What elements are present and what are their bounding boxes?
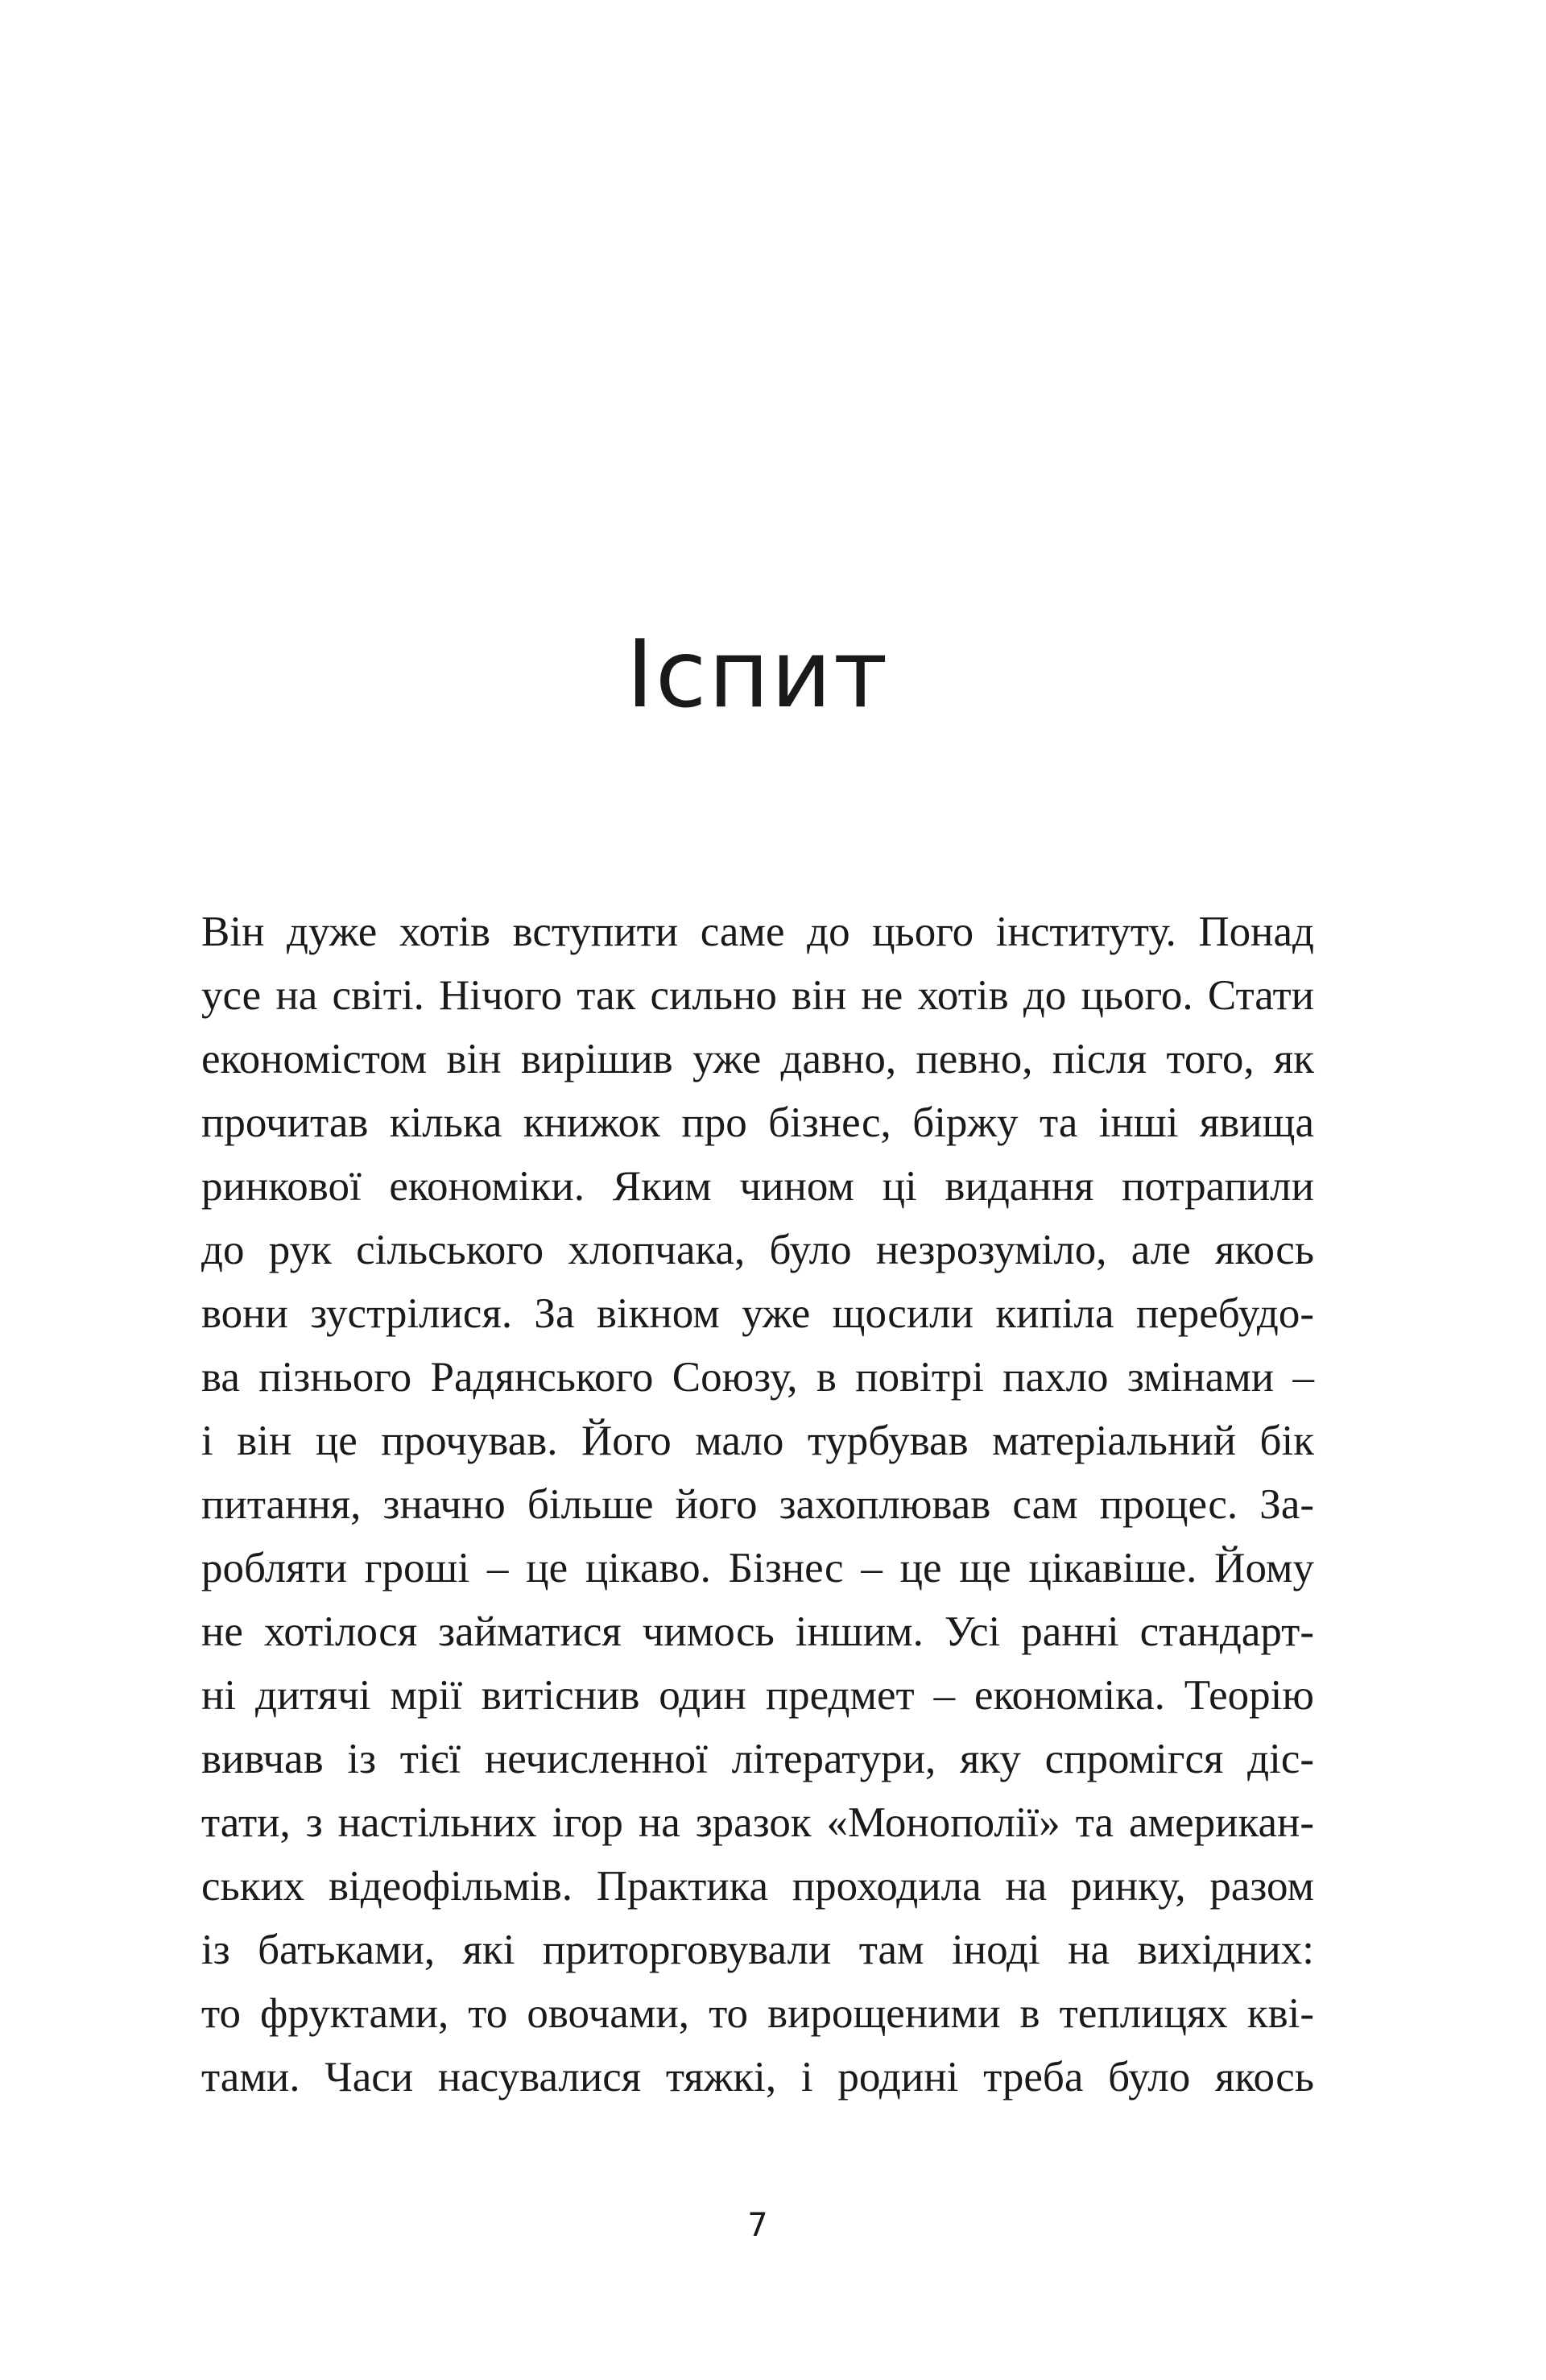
body-text <box>201 900 1314 2109</box>
chapter-title: Іспит <box>626 619 890 729</box>
text-line: тами. Часи насувалися тяжкі, і родині треба було якось <box>201 2054 1314 2101</box>
text-line: тати, з настільних ігор на зразок «Монополії» та американ- <box>201 1799 1314 1846</box>
text-line: до рук сільського хлопчака, було незрозуміло, але якось <box>201 1227 1314 1273</box>
text-line: вивчав із тієї нечисленної літератури, яку спромігся діс- <box>201 1736 1314 1782</box>
page-number: 7 <box>747 2207 768 2244</box>
text-line: Він дуже хотів вступити саме до цього інституту. Понад <box>201 909 1314 955</box>
text-line: питання, значно більше його захоплював сам процес. За- <box>201 1481 1314 1528</box>
text-line: не хотілося займатися чимось іншим. Усі ранні стандарт- <box>201 1608 1314 1655</box>
text-line: то фруктами, то овочами, то вирощеними в теплицях кві- <box>201 1990 1314 2037</box>
text-line: і він це прочував. Його мало турбував матеріальний бік <box>201 1418 1314 1464</box>
text-line: ні дитячі мрії витіснив один предмет – економіка. Теорію <box>201 1672 1314 1719</box>
text-line: усе на світі. Нічого так сильно він не хотів до цього. Стати <box>201 972 1314 1019</box>
text-line: ва пізнього Радянського Союзу, в повітрі пахло змінами – <box>201 1354 1314 1401</box>
text-line: робляти гроші – це цікаво. Бізнес – це ще цікавіше. Йому <box>201 1545 1314 1591</box>
text-line: прочитав кілька книжок про бізнес, біржу та інші явища <box>201 1099 1314 1146</box>
text-line: вони зустрілися. За вікном уже щосили кипіла перебудо- <box>201 1290 1314 1337</box>
text-line: ринкової економіки. Яким чином ці видання потрапили <box>201 1163 1314 1210</box>
text-line: економістом він вирішив уже давно, певно, після того, як <box>201 1036 1314 1082</box>
text-line: ських відеофільмів. Практика проходила на ринку, разом <box>201 1863 1314 1910</box>
text-line: із батьками, які приторговували там іноді на вихідних: <box>201 1927 1314 1973</box>
